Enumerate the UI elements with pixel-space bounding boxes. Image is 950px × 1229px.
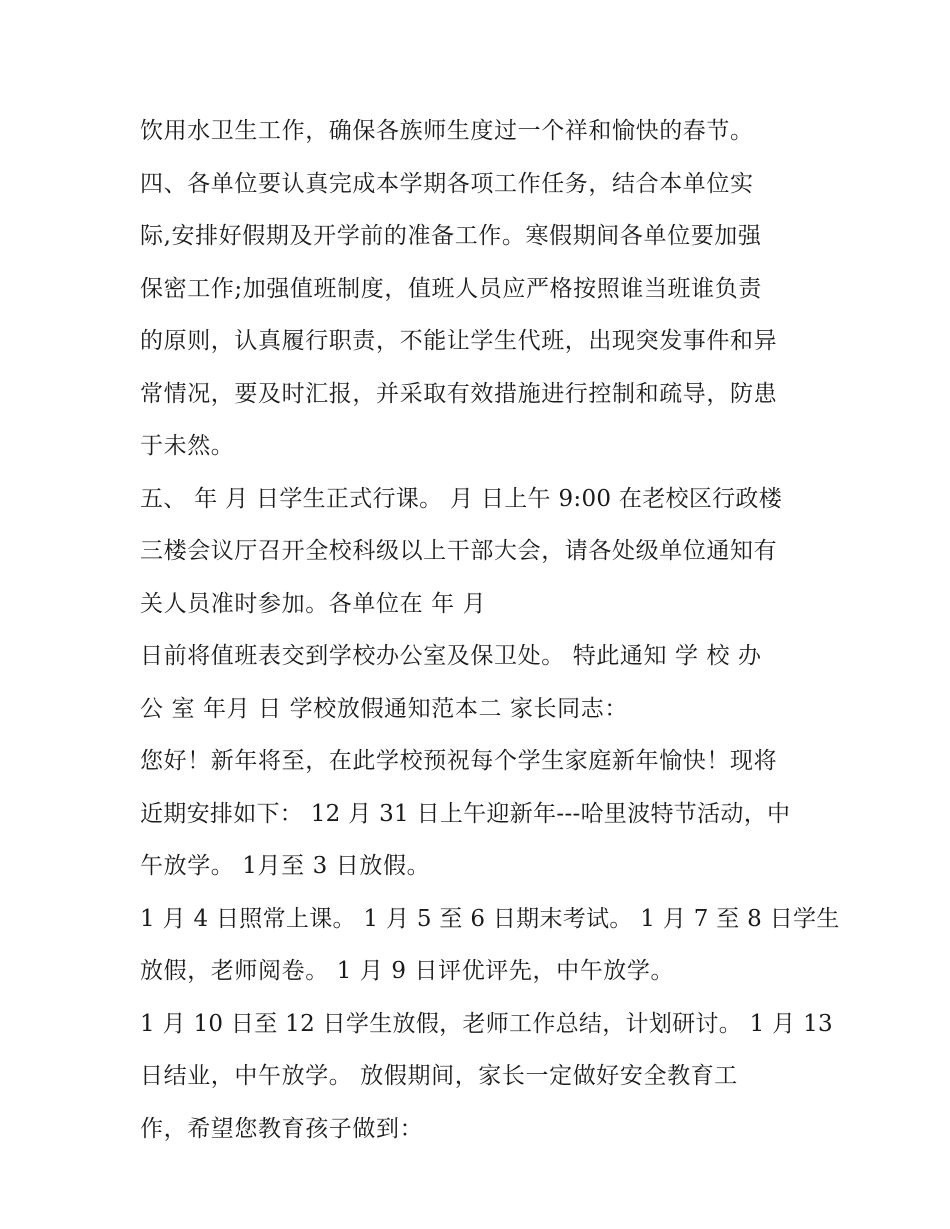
text-line-18: 1 月 10 日至 12 日学生放假，老师工作总结，计划研讨。 1 月 13 (140, 1010, 833, 1037)
text-line-4: 保密工作;加强值班制度，值班人员应严格按照谁当班谁负责 (140, 275, 762, 302)
text-line-16: 1 月 4 日照常上课。 1 月 5 至 6 日期末考试。 1 月 7 至 8 日学生 (140, 905, 840, 932)
text-line-3: 际,安排好假期及开学前的准备工作。寒假期间各单位要加强 (140, 223, 762, 249)
text-line-20: 作，希望您教育孩子做到： (140, 1115, 424, 1142)
text-line-8: 五、 年 月 日学生正式行课。 月 日上午 9:00 在老校区行政楼 (140, 485, 783, 512)
text-line-17: 放假，老师阅卷。 1 月 9 日评优评先，中午放学。 (140, 958, 675, 984)
text-line-9: 三楼会议厅召开全校科级以上干部大会，请各处级单位通知有 (140, 538, 778, 564)
text-line-1: 饮用水卫生工作，确保各族师生度过一个祥和愉快的春节。 (140, 118, 754, 144)
text-line-11: 日前将值班表交到学校办公室及保卫处。 特此通知 学 校 办 (140, 643, 762, 669)
text-line-5: 的原则，认真履行职责，不能让学生代班，出现突发事件和异 (140, 328, 778, 354)
text-line-12: 公 室 年月 日 学校放假通知范本二 家长同志： (140, 695, 628, 722)
text-line-13: 您好！新年将至，在此学校预祝每个学生家庭新年愉快！现将 (140, 748, 778, 774)
text-line-10: 关人员准时参加。各单位在 年 月 (140, 590, 487, 617)
document-body (140, 105, 840, 1155)
text-line-7: 于未然。 (140, 433, 235, 459)
text-line-15: 午放学。 1月至 3 日放假。 (140, 853, 431, 879)
text-line-19: 日结业，中午放学。 放假期间，家长一定做好安全教育工 (140, 1063, 738, 1089)
text-line-2: 四、各单位要认真完成本学期各项工作任务，结合本单位实 (140, 170, 754, 197)
text-line-6: 常情况，要及时汇报，并采取有效措施进行控制和疏导，防患 (140, 380, 778, 407)
text-line-14: 近期安排如下： 12 月 31 日上午迎新年---哈里波特节活动，中 (140, 800, 791, 827)
